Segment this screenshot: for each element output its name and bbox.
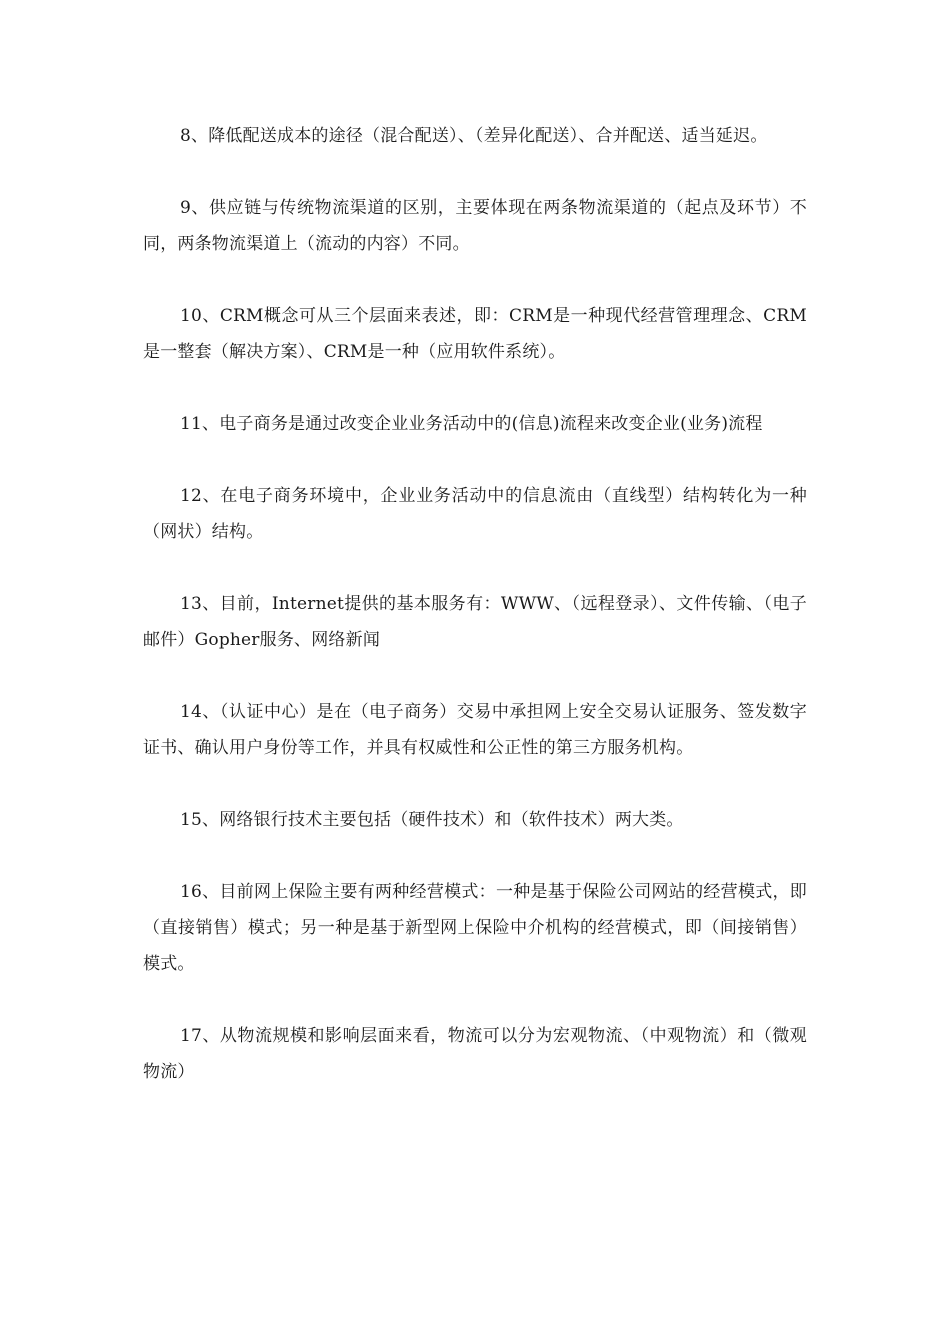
paragraph-item-16: 16、目前网上保险主要有两种经营模式：一种是基于保险公司网站的经营模式，即（直接销售）模式；另一种是基于新型网上保险中介机构的经营模式，即（间接销售）模式。 — [143, 882, 807, 974]
paragraph-item-12: 12、在电子商务环境中，企业业务活动中的信息流由（直线型）结构转化为一种（网状）结构。 — [143, 486, 807, 542]
paragraph-item-10: 10、CRM概念可从三个层面来表述，即：CRM是一种现代经营管理理念、CRM是一整套（解决方案）、CRM是一种（应用软件系统）。 — [143, 306, 807, 362]
paragraph-item-17: 17、从物流规模和影响层面来看，物流可以分为宏观物流、（中观物流）和（微观物流） — [143, 1026, 807, 1082]
paragraph-item-9: 9、供应链与传统物流渠道的区别，主要体现在两条物流渠道的（起点及环节）不同，两条物流渠道上（流动的内容）不同。 — [143, 198, 807, 254]
paragraph-item-15: 15、网络银行技术主要包括（硬件技术）和（软件技术）两大类。 — [180, 810, 684, 830]
paragraph-item-13: 13、目前，Internet提供的基本服务有：WWW、（远程登录）、文件传输、（电子邮件）Gopher服务、网络新闻 — [143, 594, 807, 650]
paragraph-item-8: 8、降低配送成本的途径（混合配送）、（差异化配送）、合并配送、适当延迟。 — [180, 126, 768, 146]
paragraph-item-14: 14、（认证中心）是在（电子商务）交易中承担网上安全交易认证服务、签发数字证书、确认用户身份等工作，并具有权威性和公正性的第三方服务机构。 — [143, 702, 807, 758]
document-body — [143, 118, 807, 1126]
paragraph-item-11: 11、电子商务是通过改变企业业务活动中的(信息)流程来改变企业(业务)流程 — [180, 414, 763, 434]
